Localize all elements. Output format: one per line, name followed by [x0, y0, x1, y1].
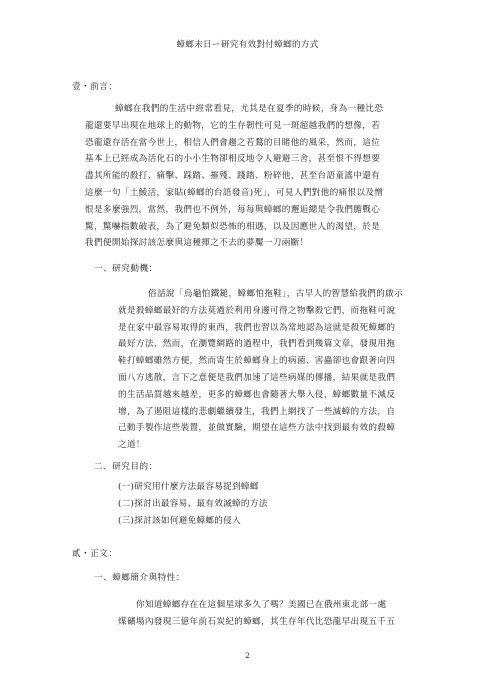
paragraph-line: 就是殺蟑螂最好的方法莫過於利用身邊可得之物擊殺它們，而拖鞋可說	[118, 305, 396, 316]
paragraph-line: 俗話說「烏龜怕鐵鎚，蟑螂怕拖鞋」，古早人的智慧給我們的啟示	[148, 289, 404, 299]
purpose-heading: 二、研究目的：	[94, 462, 158, 472]
document-title: 蟑螂末日ー研究有效對付蟑螂的方式	[176, 40, 319, 50]
paragraph-line: 增，為了遏阻這樣的悲劇繼續發生，我們上網找了一些滅蟑的方法，自	[118, 406, 396, 417]
paragraph-line: 最好方法，然而，在瀏覽網路的過程中，我們看到幾篇文章，發現用拖	[118, 339, 396, 350]
paragraph-line: 鞋打蟑螂雖然方便，然而寄生於蟑螂身上的病菌、害蟲卻也會跟著向四	[118, 356, 396, 367]
body-heading: 貳・正文：	[72, 549, 118, 559]
paragraph-line: 面八方逃散，言下之意便是我們加速了這些病媒的傳播，結果就是我們	[118, 372, 396, 383]
motivation-paragraph	[118, 286, 430, 454]
paragraph-line: 之道！	[118, 440, 145, 451]
paragraph-line: 龍還要早出現在地球上的動物，它的生存韌性可見一斑超越我們的想像，若	[85, 120, 381, 131]
preface-heading: 壹・前言：	[72, 82, 118, 92]
motivation-heading: 一、研究動機：	[94, 264, 158, 274]
paragraph-line: 恐龍還存活在當今世上，相信人們會趨之若鶩的目睹他的風采，然而，這位	[85, 137, 381, 148]
page-number: 2	[245, 651, 250, 660]
paragraph-line: 基本上已經成為活化石的小小生物卻相反地令人避避三舍，甚至恨不得想要	[85, 154, 381, 165]
paragraph-line: 的生活品質越來越差，更多的蟑螂也會隨著大舉入侵，蟑螂數量不減反	[118, 389, 396, 400]
paragraph-line: 煤礦場內發現三億年前石炭紀的蟑螂，其生存年代比恐龍早出現五千五	[118, 616, 396, 627]
body-paragraph	[118, 597, 430, 631]
paragraph-line: 你知道蟑螂存在在這個星球多久了嗎？美國已在俄州東北部一處	[136, 600, 387, 610]
paragraph-line: 己動手製作這些裝置，並做實驗，期望在這些方法中找到最有效的殺蟑	[118, 423, 396, 434]
paragraph-line: 恨是多麼強烈，當然，我們也不例外，每每與蟑螂的邂逅總是令我們膽戰心	[85, 204, 381, 215]
paragraph-line: 盡其所能的殺打、痛擊、踩踏、摧殘、踐踏、粉碎他，甚至台語童謠中還有	[85, 171, 381, 182]
paragraph-line: 這麼一句「土鯪活，家貼(蟑螂的台語發音)死」，可見人們對他的痛恨以及憎	[85, 187, 384, 198]
paragraph-line: 我們便開始探討該怎麼與這種揮之不去的夢魘一刀兩斷！	[85, 238, 309, 249]
purpose-item-2: (二)探討出最容易、最有效滅蟑的方法	[118, 499, 268, 509]
body-subheading: 一、蟑螂簡介與特性：	[94, 573, 185, 583]
purpose-item-3: (三)探討該如何避免蟑螂的侵入	[118, 516, 241, 526]
preface-paragraph	[85, 101, 425, 252]
paragraph-line: 是在家中最容易取得的東西，我們也習以為常地認為這就是殺死蟑螂的	[118, 322, 396, 333]
purpose-item-1: (一)研究用什麼方法最容易捉到蟑螂	[118, 482, 259, 492]
paragraph-line: 驚，驚嚇指數破表，為了避免類似恐怖的相遇，以及因應世人的渴望，於是	[85, 221, 381, 232]
paragraph-line: 蟑螂在我們的生活中經常看見，尤其是在夏季的時候，身為一種比恐	[115, 104, 384, 114]
